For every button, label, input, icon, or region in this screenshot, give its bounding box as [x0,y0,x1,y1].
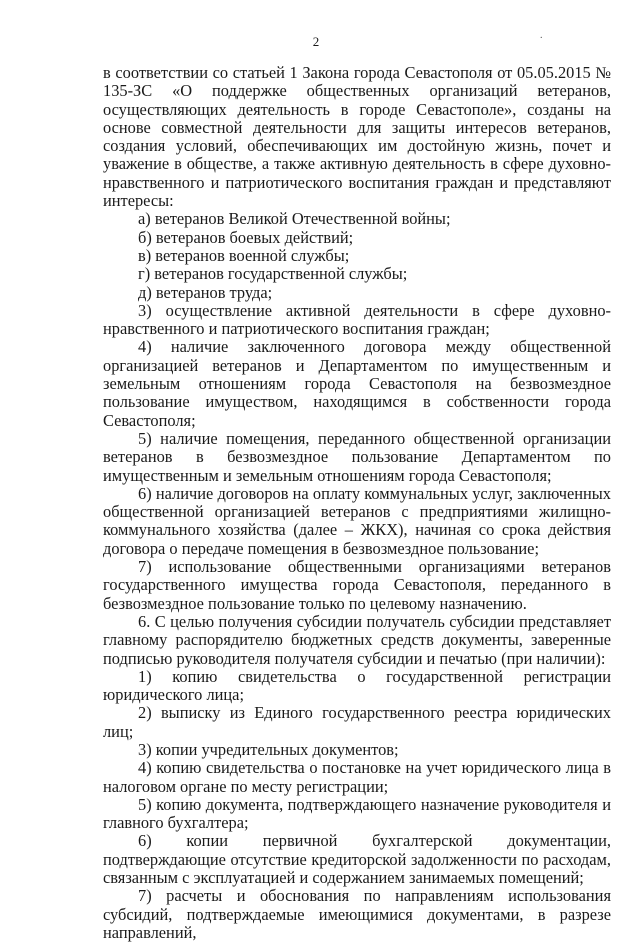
condition-4: 4) наличие заключенного договора между общественной организацией ветеранов и Департаментом по имущественным и земельным отношениям города Севастополя на безвозмездное пользование имуществом, находящимся в собственности города Севастополя; [103,337,611,430]
document-item-6: 6) копии первичной бухгалтерской документации, подтверждающие отсутствие кредиторской задолженности по расходам, связанным с эксплуатацией и содержанием занимаемых помещений; [103,831,611,888]
document-item-1: 1) копию свидетельства о государственной регистрации юридического лица; [103,666,611,705]
condition-3: 3) осуществление активной деятельности в сфере духовно-нравственного и патриотического воспитания граждан; [103,300,611,339]
corner-mark: . [540,30,543,41]
document-item-4: 4) копию свидетельства о постановке на учет юридического лица в налоговом органе по месту регистрации; [103,758,611,796]
condition-6: 6) наличие договоров на оплату коммунальных услуг, заключенных общественной организацией ветеранов с предприятиями жилищно-коммунального хозяйства (далее – ЖКХ), начиная со срока действия договора о передаче помещения в безвозмездное пользование; [103,483,611,558]
list-item-v: в) ветеранов военной службы; [138,245,350,265]
page-number: 2 [312,34,320,49]
section-6-heading-paragraph: 6. С целью получения субсидии получатель субсидии представляет главному распорядителю бюджетных средств документы, заверенные подписью руководителя получателя субсидии и печатью (при наличии): [103,611,611,668]
condition-7: 7) использование общественными организациями ветеранов государственного имущества города Севастополя, переданного в безвозмездное пользование только по целевому назначению. [103,557,611,613]
document-item-7: 7) расчеты и обоснования по направлениям использования субсидий, подтверждаемые имеющимися документами, в разрезе направлений, [103,886,611,942]
condition-5: 5) наличие помещения, переданного общественной организации ветеранов в безвозмездное пользование Департаментом по имущественным и земельным отношениям города Севастополя; [103,428,611,485]
list-item-g: г) ветеранов государственной службы; [138,264,408,284]
list-item-a: а) ветеранов Великой Отечественной войны; [138,209,451,229]
document-body [103,64,611,942]
list-item-d: д) ветеранов труда; [138,282,273,302]
intro-paragraph: в соответствии со статьей 1 Закона города Севастополя от 05.05.2015 № 135-ЗС «О поддержке общественных организаций ветеранов, осуществляющих деятельность в городе Севастополе», созданы на основе совместной деятельности для защиты интересов ветеранов, создания условий, обеспечивающих им достойную жизнь, почет и уважение в обществе, а также активную деятельность в сфере духовно-нравственного и патриотического воспитания граждан и представляют интересы: [103,63,611,211]
document-item-5: 5) копию документа, подтверждающего назначение руководителя и главного бухгалтера; [103,794,611,833]
document-item-2: 2) выписку из Единого государственного реестра юридических лиц; [103,703,611,741]
document-item-3: 3) копии учредительных документов; [138,739,399,759]
list-item-b: б) ветеранов боевых действий; [138,227,354,247]
